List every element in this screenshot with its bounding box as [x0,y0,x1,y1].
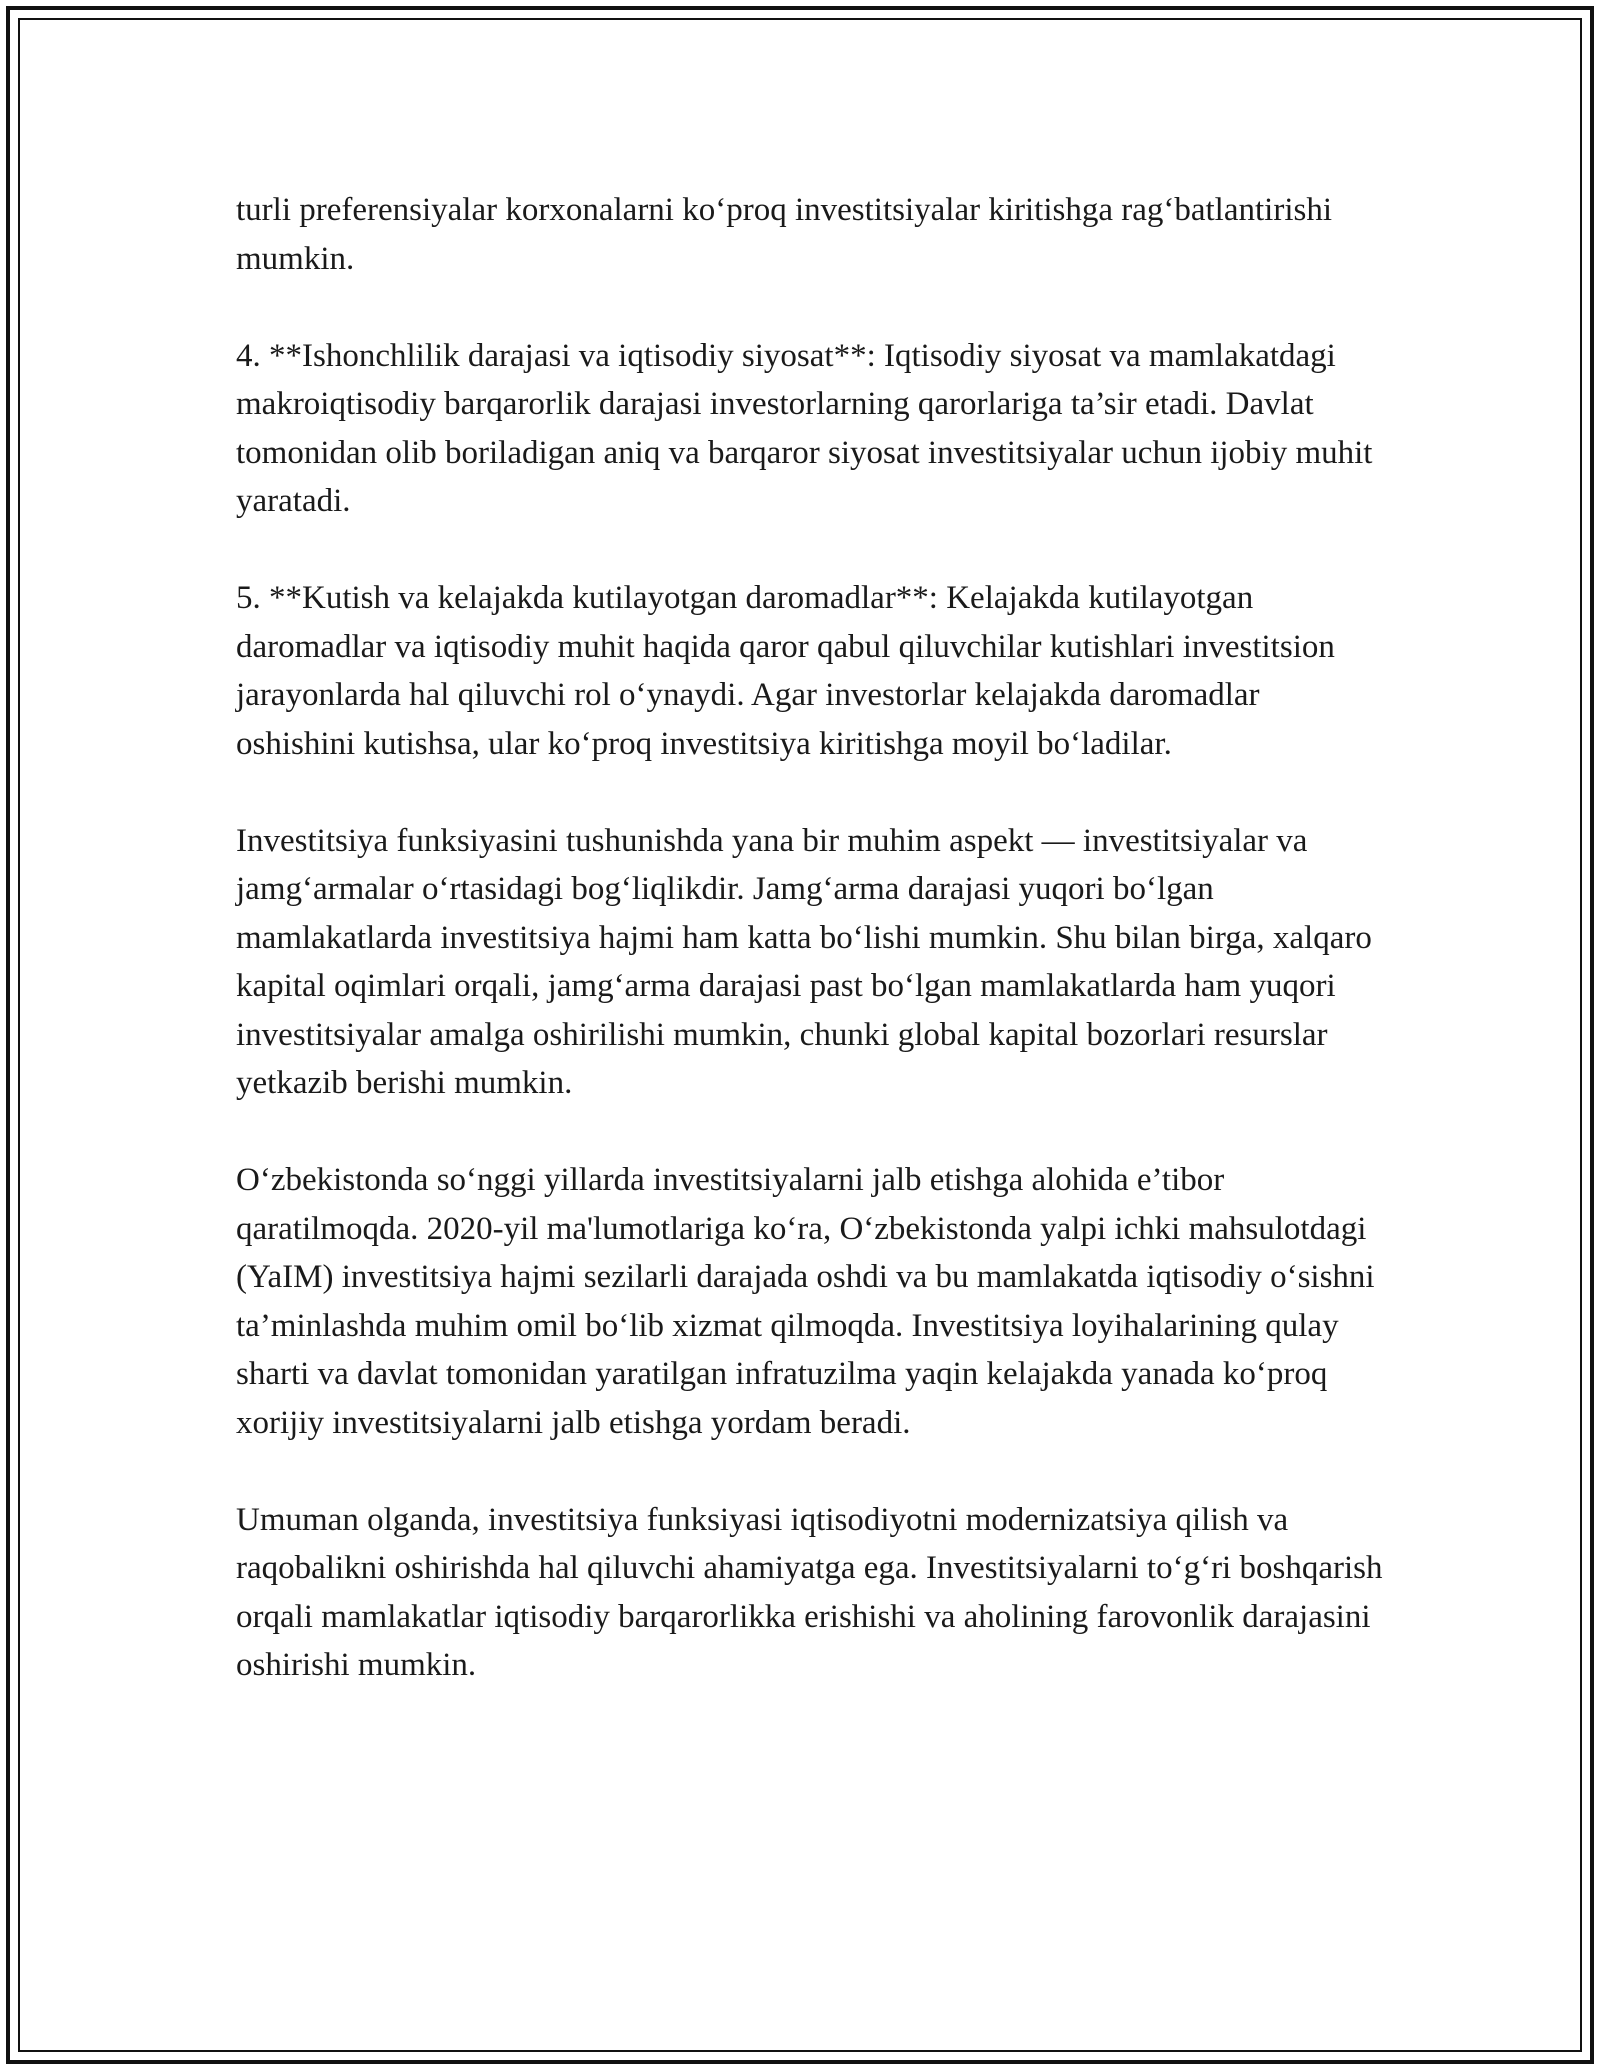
paragraph-conclusion: Umuman olganda, investitsiya funksiyasi iqtisodiyotni modernizatsiya qilish va raqobalikni oshirishda hal qiluvchi ahamiyatga ega. Investitsiyalarni to‘g‘ri boshqarish orqali mamlakatlar iqtisodiy barqarorlikka erishishi va aholining farovonlik darajasini oshirishi mumkin. [236,1501,1383,1683]
paragraph-item-5-expectations: 5. **Kutish va kelajakda kutilayotgan daromadlar**: Kelajakda kutilayotgan daromadlar va iqtisodiy muhit haqida qaror qabul qiluvchilar kutishlari investitsion jarayonlarda hal qiluvchi rol o‘ynaydi. Agar investorlar kelajakda daromadlar oshishini kutishsa, ular ko‘proq investitsiya kiritishga moyil bo‘ladilar. [236,580,1335,762]
document-body [236,186,1386,1690]
paragraph-uzbekistan: O‘zbekistonda so‘nggi yillarda investitsiyalarni jalb etishga alohida e’tibor qaratilmoqda. 2020-yil ma'lumotlariga ko‘ra, O‘zbekistonda yalpi ichki mahsulotdagi (YaIM) investitsiya hajmi sezilarli darajada oshdi va bu mamlakatda iqtisodiy o‘sishni ta’minlashda muhim omil bo‘lib xizmat qilmoqda. Investitsiya loyihalarining qulay sharti va davlat tomonidan yaratilgan infratuzilma yaqin kelajakda yanada ko‘proq xorijiy investitsiyalarni jalb etishga yordam beradi. [236,1162,1375,1441]
paragraph-preferences-continuation: turli preferensiyalar korxonalarni ko‘proq investitsiyalar kiritishga rag‘batlantirishi mumkin. [236,192,1332,277]
paragraph-investment-savings: Investitsiya funksiyasini tushunishda yana bir muhim aspekt — investitsiyalar va jamg‘armalar o‘rtasidagi bog‘liqlikdir. Jamg‘arma darajasi yuqori bo‘lgan mamlakatlarda investitsiya hajmi ham katta bo‘lishi mumkin. Shu bilan birga, xalqaro kapital oqimlari orqali, jamg‘arma darajasi past bo‘lgan mamlakatlarda ham yuqori investitsiyalar amalga oshirilishi mumkin, chunki global kapital bozorlari resurslar yetkazib berishi mumkin. [236,822,1372,1101]
paragraph-item-4-reliability: 4. **Ishonchlilik darajasi va iqtisodiy siyosat**: Iqtisodiy siyosat va mamlakatdagi makroiqtisodiy barqarorlik darajasi investorlarning qarorlariga ta’sir etadi. Davlat tomonidan olib boriladigan aniq va barqaror siyosat investitsiyalar uchun ijobiy muhit yaratadi. [236,337,1373,519]
